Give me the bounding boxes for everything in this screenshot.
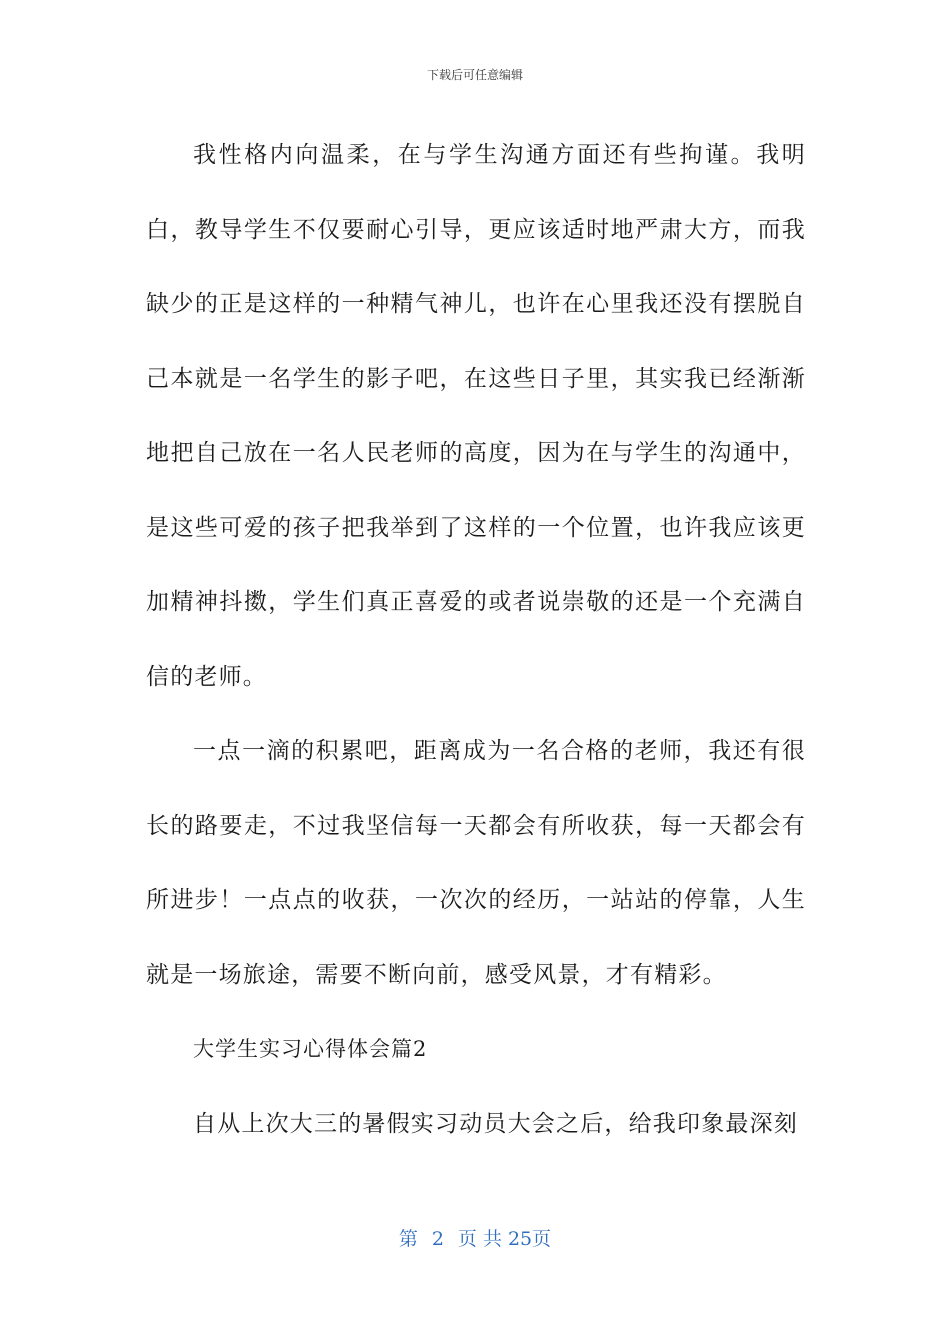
section-heading: 大学生实习心得体会篇2	[193, 1037, 428, 1061]
paragraph-1: 我性格内向温柔，在与学生沟通方面还有些拘谨。我明白，教导学生不仅要耐心引导，更应该适时地严肃大方，而我缺少的正是这样的一种精气神儿，也许在心里我还没有摆脱自己本就是一名学生的影子吧，在这些日子里，其实我已经渐渐地把自己放在一名人民老师的高度，因为在与学生的沟通中，是这些可爱的孩子把我举到了这样的一个位置，也许我应该更加精神抖擞，学生们真正喜爱的或者说崇敬的还是一个充满自信的老师。	[146, 142, 806, 690]
paragraph-2: 一点一滴的积累吧，距离成为一名合格的老师，我还有很长的路要走，不过我坚信每一天都会有所收获，每一天都会有所进步！一点点的收获，一次次的经历，一站站的停靠，人生就是一场旅途，需要不断向前，感受风景，才有精彩。	[146, 738, 806, 988]
document-body	[146, 118, 806, 1161]
footer-prefix: 第	[398, 1228, 418, 1250]
footer-mid: 页 共	[457, 1228, 502, 1250]
current-page-number: 2	[431, 1228, 444, 1250]
page-number-footer	[0, 1224, 950, 1251]
paragraph-3: 自从上次大三的暑假实习动员大会之后，给我印象最深刻	[193, 1110, 798, 1137]
header-note: 下载后可任意编辑	[426, 68, 523, 82]
footer-suffix: 页	[532, 1228, 552, 1250]
total-pages-number: 25	[507, 1228, 533, 1250]
